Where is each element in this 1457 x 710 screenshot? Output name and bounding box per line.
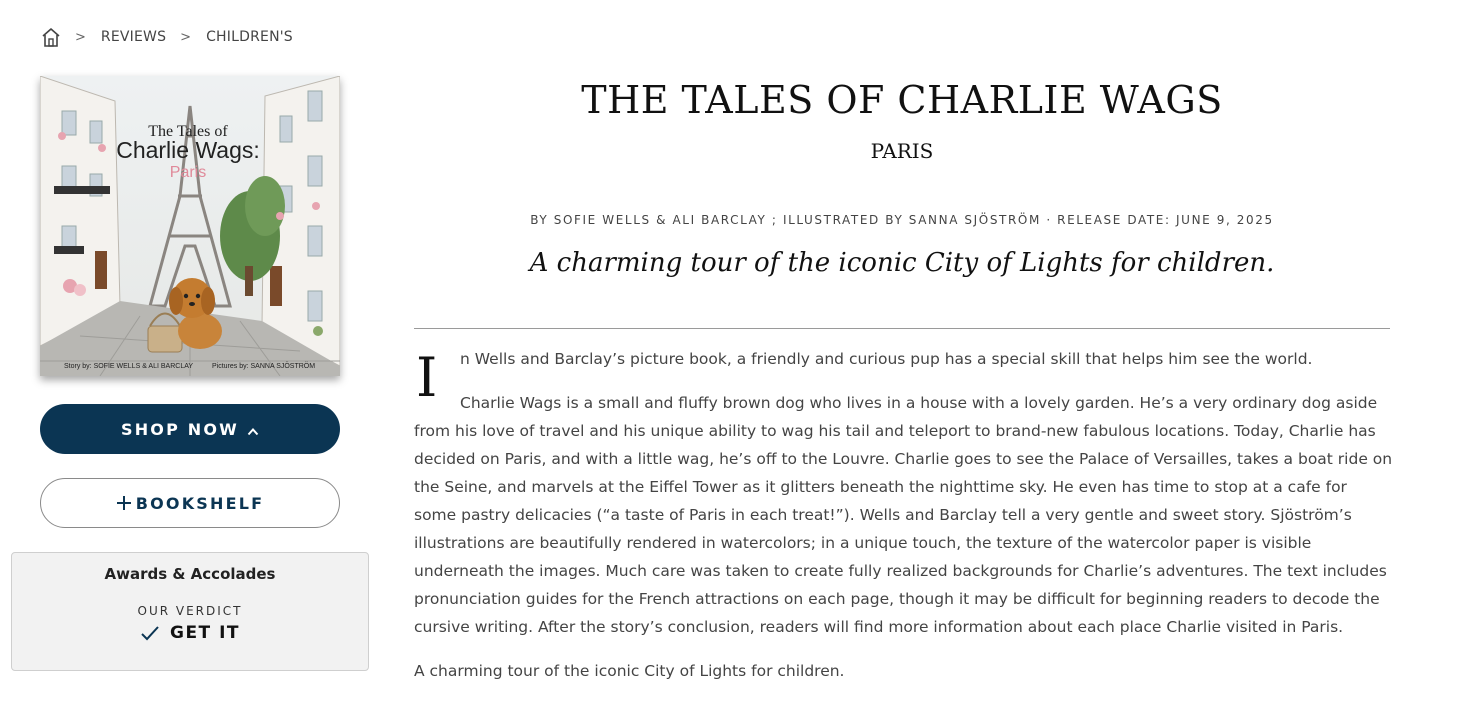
breadcrumb-separator: >	[75, 29, 86, 45]
awards-panel	[11, 552, 369, 671]
cover-title-line2: Charlie Wags:	[116, 137, 260, 163]
shop-now-label: SHOP NOW	[120, 419, 240, 439]
review-paragraph-3: A charming tour of the iconic City of Lights for children.	[414, 662, 845, 680]
chevron-up-icon	[247, 423, 259, 435]
add-to-bookshelf-button[interactable]	[40, 478, 340, 528]
cover-title-line1: The Tales of	[148, 123, 228, 140]
review-paragraph-2: Charlie Wags is a small and fluffy brown dog who lives in a house with a lovely garden. He’s a very ordinary dog aside from his love of travel and his unique ability to wag his tail and teleport to brand-new fabulous locations. Today, Charlie has decided on Paris, and with a little wag, he’s off to the Louvre. Charlie goes to see the Palace of Versailles, takes a boat ride on the Seine, and marvels at the Eiffel Tower as it glitters beneath the nighttime sky. He even has time to stop at a cafe for some pastry delicacies (“a taste of Paris in each treat!”). Wells and Barclay tell a very gentle and sweet story. Sjöström’s illustrations are beautifully rendered in watercolors; in a unique touch, the texture of the watercolor paper is visible underneath the images. Much care was taken to create fully realized backgrounds for Charlie’s adventures. The text includes pronunciation guides for the French attractions on each page, though it may be difficult for beginning readers to decode the cursive writing. After the story’s conclusion, readers will find more information about each place Charlie visited in Paris.	[414, 394, 1393, 636]
shop-now-button[interactable]	[40, 404, 340, 454]
checkmark-icon	[140, 625, 160, 641]
plus-icon	[116, 495, 132, 511]
verdict-label: OUR VERDICT	[137, 604, 243, 618]
divider	[414, 328, 1390, 329]
cover-title-line3: Paris	[169, 164, 207, 181]
home-icon[interactable]	[41, 26, 61, 48]
verdict	[12, 623, 368, 643]
book-byline: BY SOFIE WELLS & ALI BARCLAY ; ILLUSTRATED BY SANNA SJÖSTRÖM · RELEASE DATE: JUNE 9, 2025	[530, 213, 1274, 227]
bookshelf-label: BOOKSHELF	[135, 493, 265, 513]
cover-credits-left: Story by: SOFIE WELLS & ALI BARCLAY	[64, 363, 194, 370]
breadcrumb	[41, 26, 293, 48]
breadcrumb-childrens[interactable]: CHILDREN'S	[206, 29, 293, 45]
awards-heading: Awards & Accolades	[104, 565, 276, 583]
cover-credits-right: Pictures by: SANNA SJÖSTRÖM	[212, 363, 316, 370]
review-paragraph-1: n Wells and Barclay’s picture book, a friendly and curious pup has a special skill that helps him see the world.	[460, 350, 1313, 368]
breadcrumb-reviews[interactable]: REVIEWS	[100, 29, 167, 45]
book-subtitle: PARIS	[870, 139, 934, 163]
book-title: THE TALES OF CHARLIE WAGS	[581, 78, 1223, 122]
verdict-value: GET IT	[169, 623, 240, 643]
drop-cap: I	[416, 346, 438, 409]
book-tagline: A charming tour of the iconic City of Lights for children.	[529, 248, 1275, 278]
breadcrumb-separator: >	[180, 29, 192, 45]
book-cover[interactable]	[40, 76, 340, 376]
